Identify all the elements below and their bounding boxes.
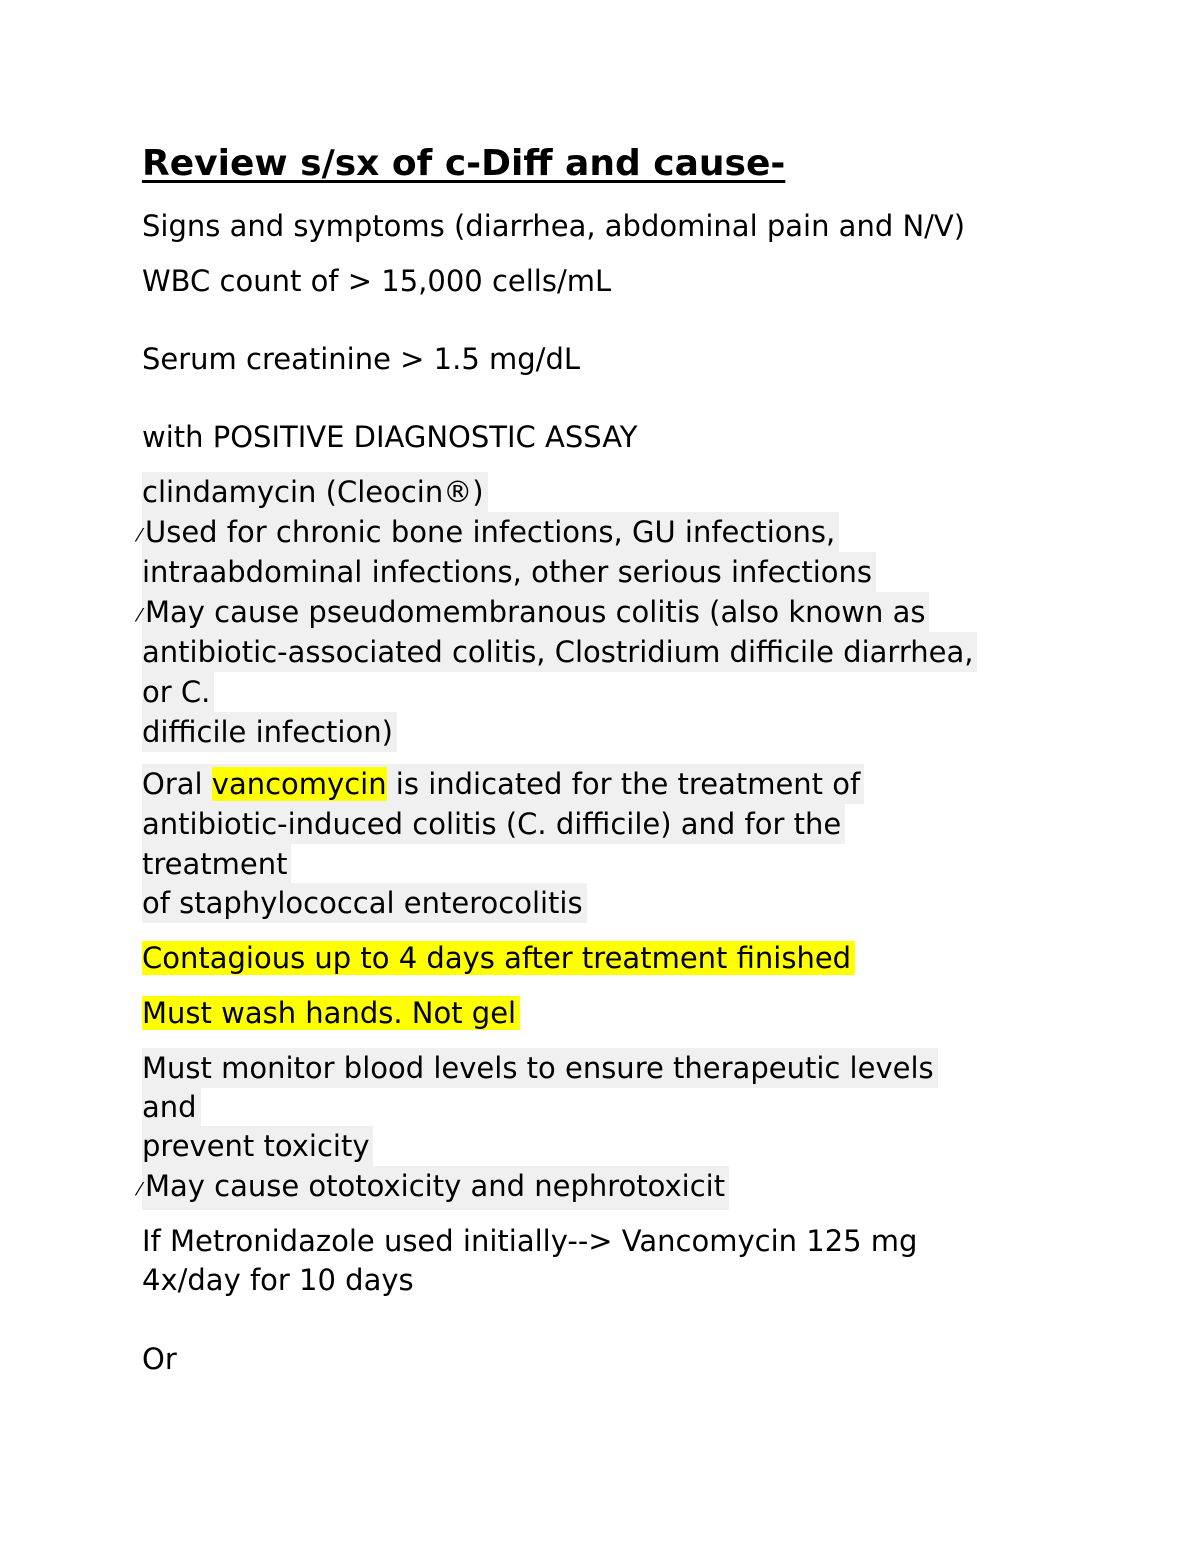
clindamycin-line: or C. [142, 672, 214, 712]
or-line: Or [142, 1342, 177, 1376]
wbc-line: WBC count of > 15,000 cells/mL [142, 264, 612, 298]
clindamycin-heading: clindamycin (Cleocin®) [142, 472, 488, 512]
monitor-line: and [142, 1087, 201, 1127]
monitor-line: prevent toxicity [142, 1126, 373, 1166]
monitor-bullet-line: May cause ototoxicity and nephrotoxicit [145, 1169, 726, 1203]
vanco-prefix: Oral [142, 767, 212, 801]
assay-line: with POSITIVE DIAGNOSTIC ASSAY [142, 420, 638, 454]
monitor-line: Must monitor blood levels to ensure therapeutic levels [142, 1048, 938, 1088]
clindamycin-line: intraabdominal infections, other serious infections [142, 552, 876, 592]
vancomycin-line: of staphylococcal enterocolitis [142, 883, 587, 923]
clindamycin-line: Used for chronic bone infections, GU infections, [145, 515, 836, 549]
vancomycin-line: treatment [142, 844, 291, 884]
vancomycin-line: antibiotic-induced colitis (C. difficile) and for the [142, 804, 845, 844]
clindamycin-line: antibiotic-associated colitis, Clostridium difficile diarrhea, [142, 632, 977, 672]
wash-line [142, 993, 520, 1033]
vancomycin-highlight: vancomycin [211, 767, 387, 801]
clindamycin-block [138, 472, 977, 752]
bullet-icon: ⁄ [138, 1179, 142, 1200]
bullet-icon: ⁄ [138, 605, 142, 626]
vancomycin-block [142, 764, 864, 923]
monitor-block [138, 1048, 938, 1206]
metronidazole-line: If Metronidazole used initially--> Vancomycin 125 mg [142, 1224, 918, 1258]
metronidazole-block [142, 1221, 917, 1300]
metronidazole-line: 4x/day for 10 days [142, 1263, 414, 1297]
contagious-line [142, 938, 855, 978]
signs-line: Signs and symptoms (diarrhea, abdominal pain and N/V) [142, 209, 966, 243]
wash-highlight: Must wash hands. Not gel [142, 996, 520, 1030]
vanco-suffix: is indicated for the treatment of [386, 767, 861, 801]
document-title: Review s/sx of c-Diff and cause- [142, 143, 786, 184]
contagious-highlight: Contagious up to 4 days after treatment finished [142, 941, 855, 975]
clindamycin-line: difficile infection) [142, 712, 397, 752]
clindamycin-line: May cause pseudomembranous colitis (also known as [145, 595, 926, 629]
creatinine-line: Serum creatinine > 1.5 mg/dL [142, 342, 581, 376]
bullet-icon: ⁄ [138, 525, 142, 546]
